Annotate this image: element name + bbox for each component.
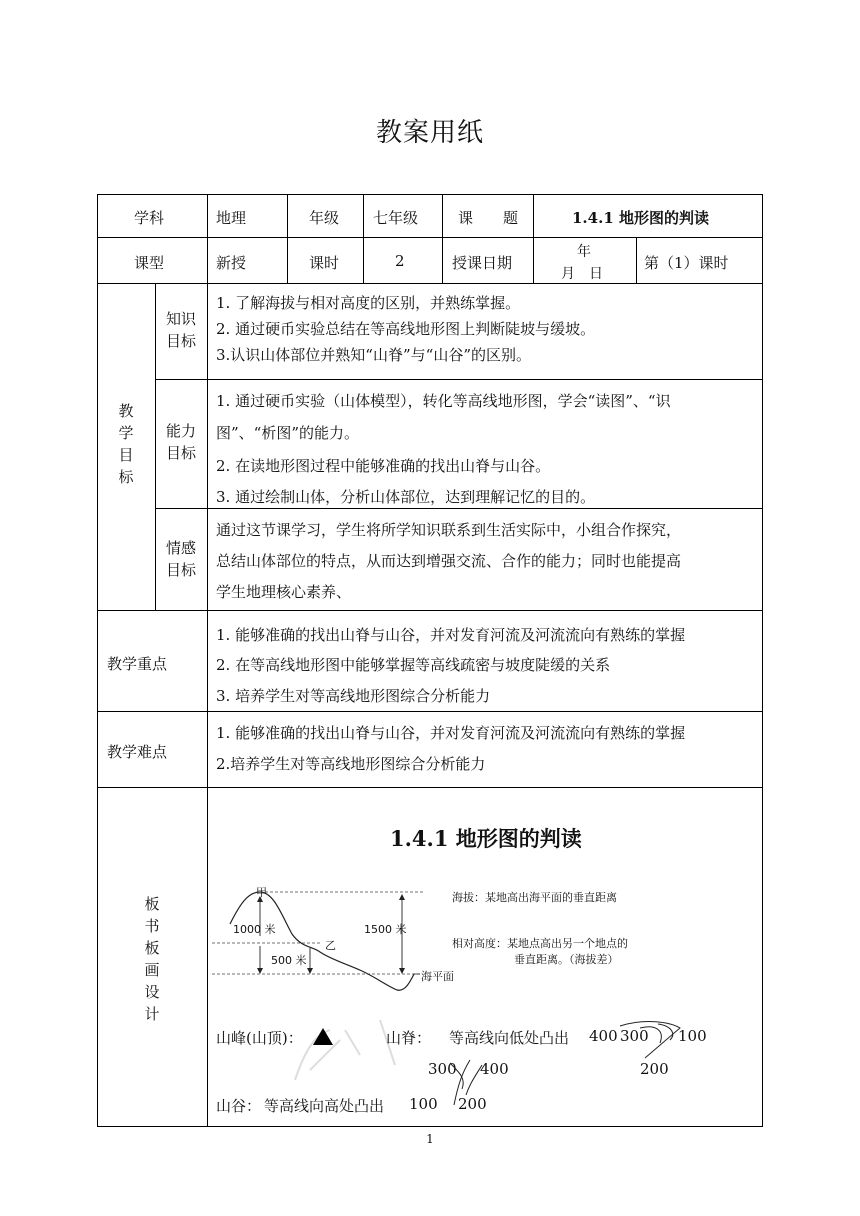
ability-goal-label: 能力 目标 (165, 422, 196, 462)
type-value: 新授 (216, 254, 247, 272)
valley-contour-300: 300 (428, 1060, 457, 1078)
difficult-points-label: 教学难点 (107, 743, 168, 761)
page-number: 1 (426, 1132, 434, 1146)
valley-description: 等高线向高处凸出 (264, 1097, 385, 1115)
key-point-item: 2. 在等高线地形图中能够掌握等高线疏密与坡度陡缓的关系 (216, 656, 611, 674)
key-points-label: 教学重点 (107, 655, 168, 673)
relative-height-definition: 相对高度：某地点高出另一个地点的 (452, 937, 628, 950)
date-month-day: 月 日 (561, 266, 603, 282)
ridge-description: 等高线向低处凸出 (449, 1029, 570, 1047)
ability-item: 2. 在读地形图过程中能够准确的找出山脊与山谷。 (216, 457, 551, 475)
knowledge-item: 2. 通过硬币实验总结在等高线地形图上判断陡坡与缓坡。 (216, 320, 596, 338)
diagram-label-yi: 乙 (325, 939, 336, 952)
diagram-label-1000m: 1000 米 (233, 923, 276, 936)
difficult-point-item: 2.培养学生对等高线地形图综合分析能力 (216, 755, 486, 773)
knowledge-item: 3.认识山体部位并熟知“山脊”与“山谷”的区别。 (216, 346, 531, 364)
type-label: 课型 (134, 254, 165, 272)
ridge-contour-100: 100 (678, 1027, 707, 1045)
diagram-label-jia: 甲 (256, 886, 267, 899)
emotion-item: 学生地理核心素养、 (216, 583, 352, 601)
goals-label: 教 学 目 标 (118, 402, 134, 486)
ridge-contour-300: 300 (620, 1027, 649, 1045)
subject-value: 地理 (216, 209, 247, 227)
ridge-label: 山脊： (386, 1029, 432, 1047)
valley-contour-100: 100 (409, 1095, 438, 1113)
date-year: 年 (577, 244, 591, 260)
date-label: 授课日期 (452, 254, 513, 272)
ability-item: 3. 通过绘制山体，分析山体部位，达到理解记忆的目的。 (216, 488, 596, 506)
hours-label: 课时 (309, 254, 340, 272)
valley-contour-400: 400 (480, 1060, 509, 1078)
diagram-label-1500m: 1500 米 (364, 923, 407, 936)
ridge-contour-200: 200 (640, 1060, 669, 1078)
difficult-point-item: 1. 能够准确的找出山脊与山谷，并对发育河流及河流流向有熟练的掌握 (216, 724, 686, 742)
topic-value: 1.4.1 地形图的判读 (572, 209, 709, 227)
valley-label: 山谷： (216, 1097, 262, 1115)
diagram-label-500m: 500 米 (271, 954, 307, 967)
valley-contour-200: 200 (458, 1095, 487, 1113)
peak-triangle-icon (311, 1026, 335, 1046)
page-title: 教案用纸 (375, 118, 484, 148)
emotion-item: 总结山体部位的特点，从而达到增强交流、合作的能力；同时也能提高 (216, 552, 682, 570)
board-design-label: 板 书 板 画 设 计 (144, 895, 160, 1023)
subject-label: 学科 (134, 209, 165, 227)
diagram-label-sea-level: 海平面 (421, 970, 454, 983)
key-point-item: 1. 能够准确的找出山脊与山谷，并对发育河流及河流流向有熟练的掌握 (216, 626, 686, 644)
knowledge-item: 1. 了解海拔与相对高度的区别，并熟练掌握。 (216, 294, 521, 312)
ridge-contour-400: 400 (589, 1027, 618, 1045)
ridge-contour-sketch (600, 1018, 710, 1068)
board-heading: 1.4.1 地形图的判读 (390, 826, 582, 851)
emotion-item: 通过这节课学习，学生将所学知识联系到生活实际中，小组合作探究， (216, 521, 682, 539)
knowledge-goal-label: 知识 目标 (165, 310, 196, 350)
hours-value: 2 (395, 252, 405, 270)
period-value: 第（1）课时 (644, 254, 729, 272)
key-point-item: 3. 培养学生对等高线地形图综合分析能力 (216, 687, 491, 705)
altitude-definition: 海拔：某地高出海平面的垂直距离 (452, 891, 617, 904)
ability-item: 1. 通过硬币实验（山体模型），转化等高线地形图，学会“读图”、“识 (216, 392, 671, 410)
peak-label: 山峰(山顶)： (216, 1029, 303, 1047)
emotion-goal-label: 情感 目标 (165, 539, 196, 579)
grade-value: 七年级 (373, 209, 419, 227)
grade-label: 年级 (309, 209, 340, 227)
watermark-mark (285, 1010, 415, 1090)
topic-label: 课 题 (458, 209, 519, 227)
ability-item: 图”、“析图”的能力。 (216, 424, 360, 442)
relative-height-definition-cont: 垂直距离。（海拔差） (514, 953, 619, 966)
